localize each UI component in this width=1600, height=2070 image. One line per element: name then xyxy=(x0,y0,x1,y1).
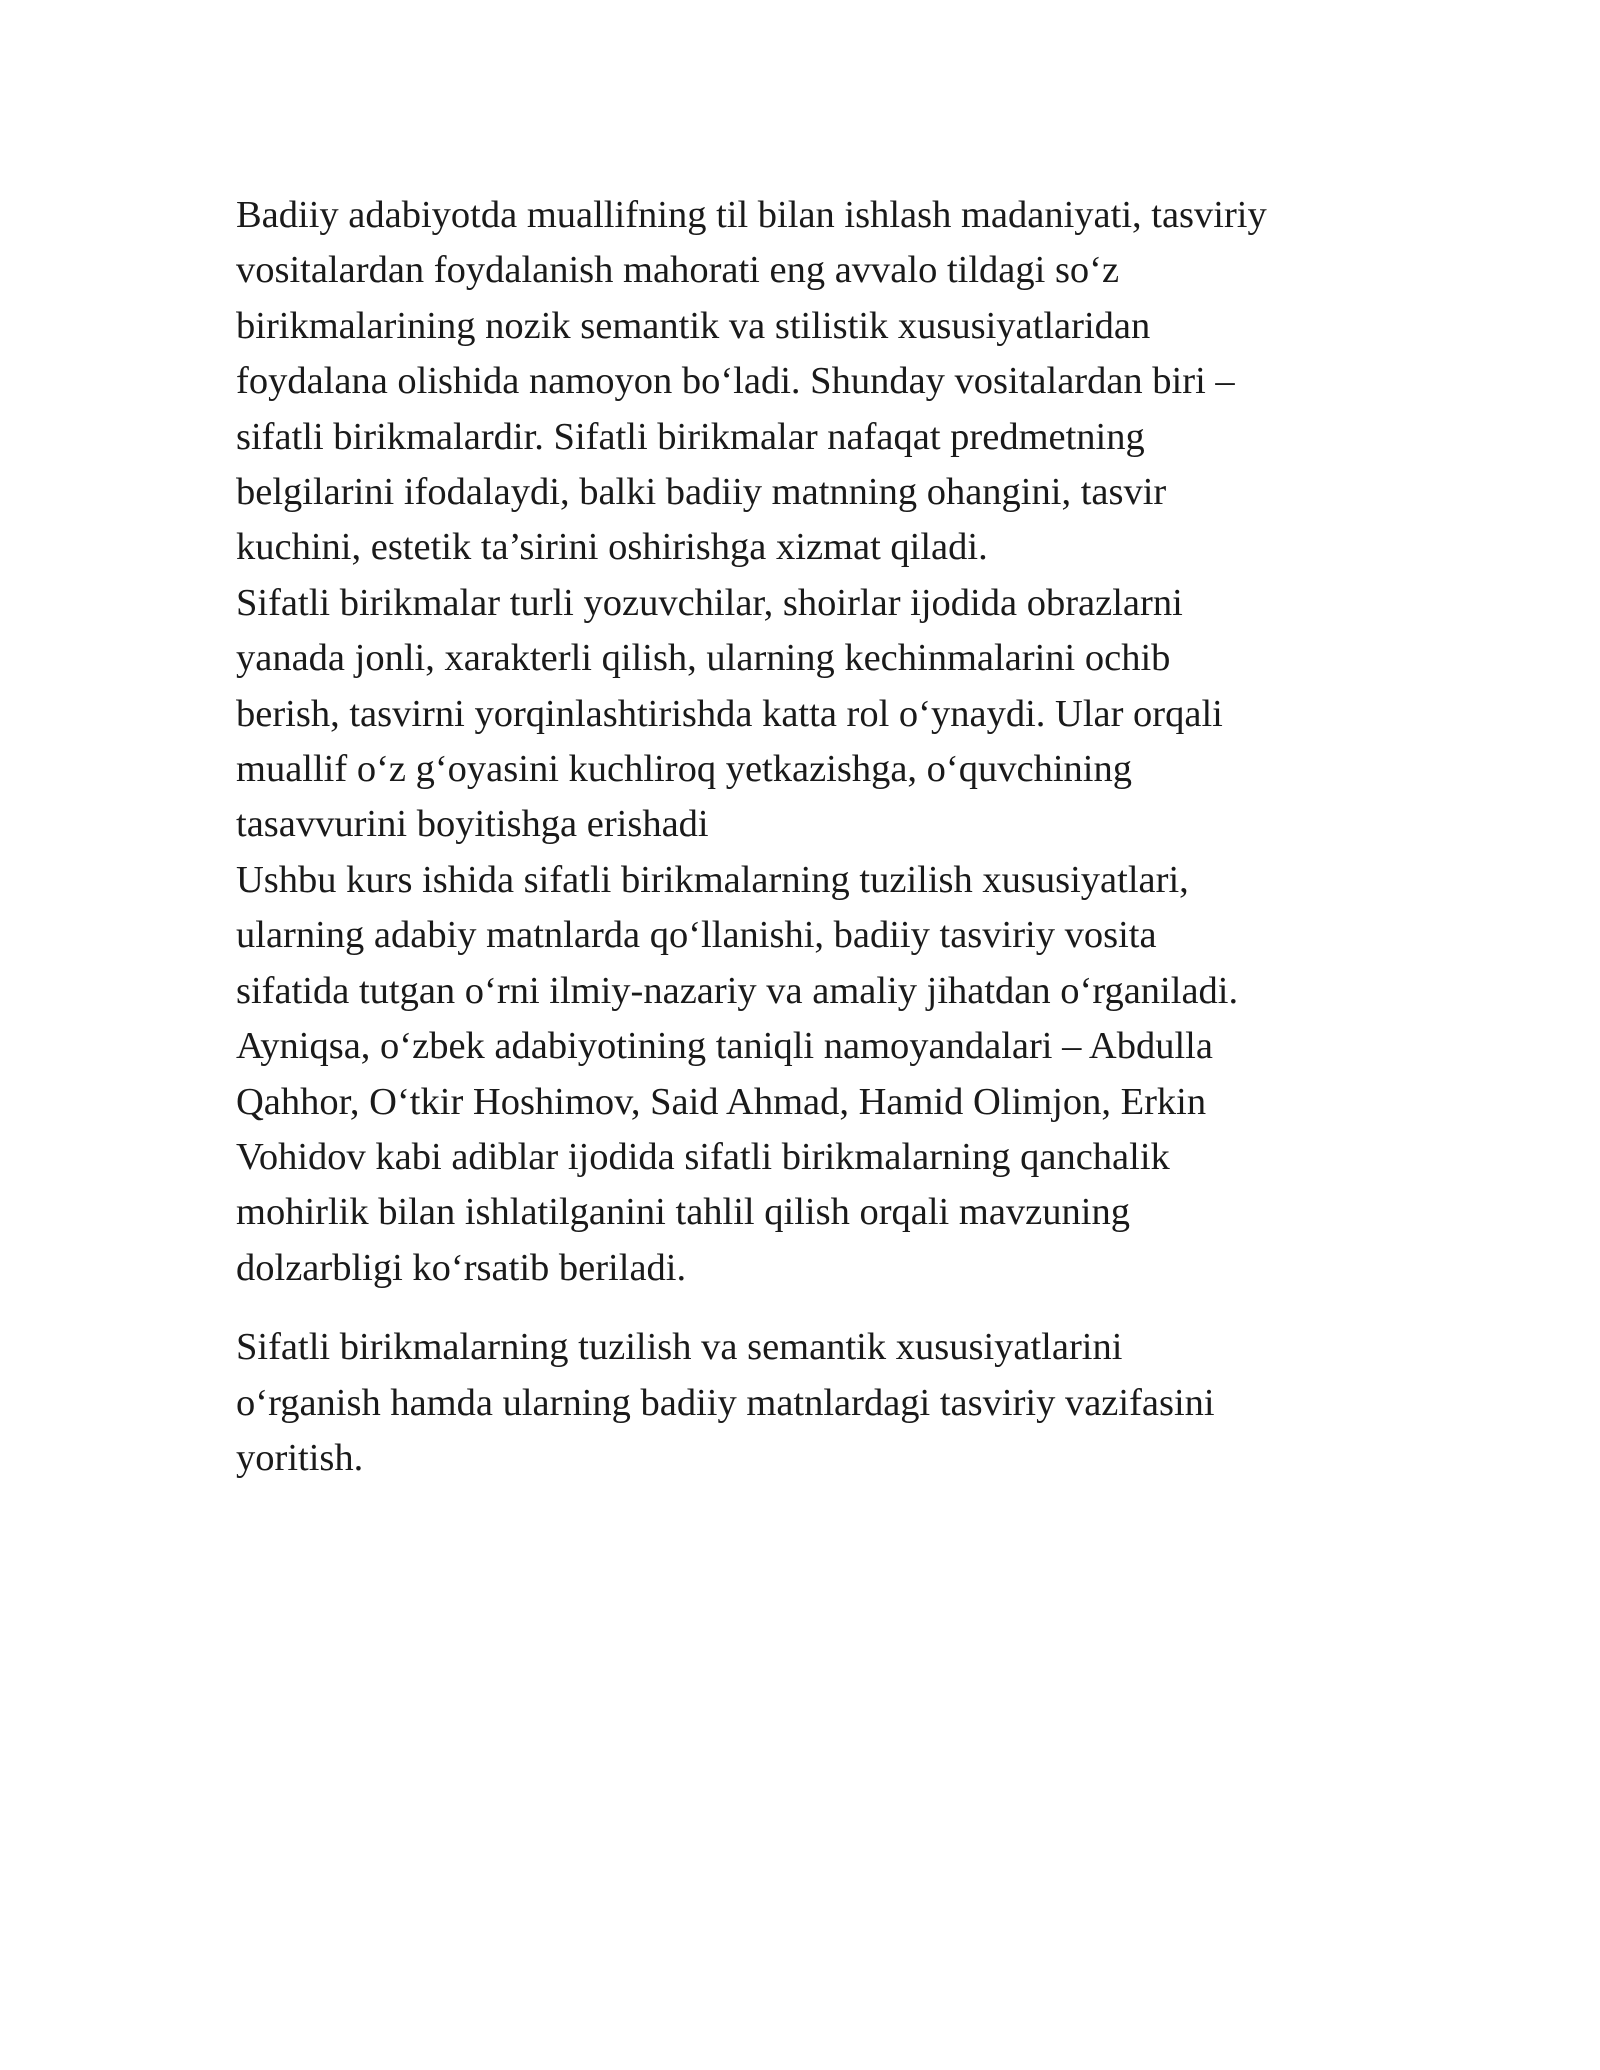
document-body xyxy=(236,188,1376,1486)
paragraph-intro: Badiiy adabiyotda muallifning til bilan ishlash madaniyati, tasviriy vositalardan foydalanish mahorati eng avvalo tildagi so‘z birikmalarining nozik semantik va stilistik xususiyatlaridan foydalana olishida namoyon bo‘ladi. Shunday vositalardan biri – sifatli birikmalardir. Sifatli birikmalar nafaqat predmetning belgilarini ifodalaydi, balki badiiy matnning ohangini, tasvir kuchini, estetik ta’sirini oshirishga xizmat qiladi. xyxy=(236,194,1267,569)
paragraph-course-work: Ushbu kurs ishida sifatli birikmalarning tuzilish xususiyatlari, ularning adabiy matnlarda qo‘llanishi, badiiy tasviriy vosita sifatida tutgan o‘rni ilmiy-nazariy va amaliy jihatdan o‘rganiladi. Ayniqsa, o‘zbek adabiyotining taniqli namoyandalari – Abdulla Qahhor, O‘tkir Hoshimov, Said Ahmad, Hamid Olimjon, Erkin Vohidov kabi adiblar ijodida sifatli birikmalarning qanchalik mohirlik bilan ishlatilganini tahlil qilish orqali mavzuning dolzarbligi ko‘rsatib beriladi. xyxy=(236,858,1239,1289)
paragraph-role: Sifatli birikmalar turli yozuvchilar, shoirlar ijodida obrazlarni yanada jonli, xarakterli qilish, ularning kechinmalarini ochib berish, tasvirni yorqinlashtirishda katta rol o‘ynaydi. Ular orqali muallif o‘z g‘oyasini kuchliroq yetkazishga, o‘quvchining tasavvurini boyitishga erishadi xyxy=(236,581,1223,846)
paragraph-aim: Sifatli birikmalarning tuzilish va semantik xususiyatlarini o‘rganish hamda ularning badiiy matnlardagi tasviriy vazifasini yoritish. xyxy=(236,1326,1215,1479)
